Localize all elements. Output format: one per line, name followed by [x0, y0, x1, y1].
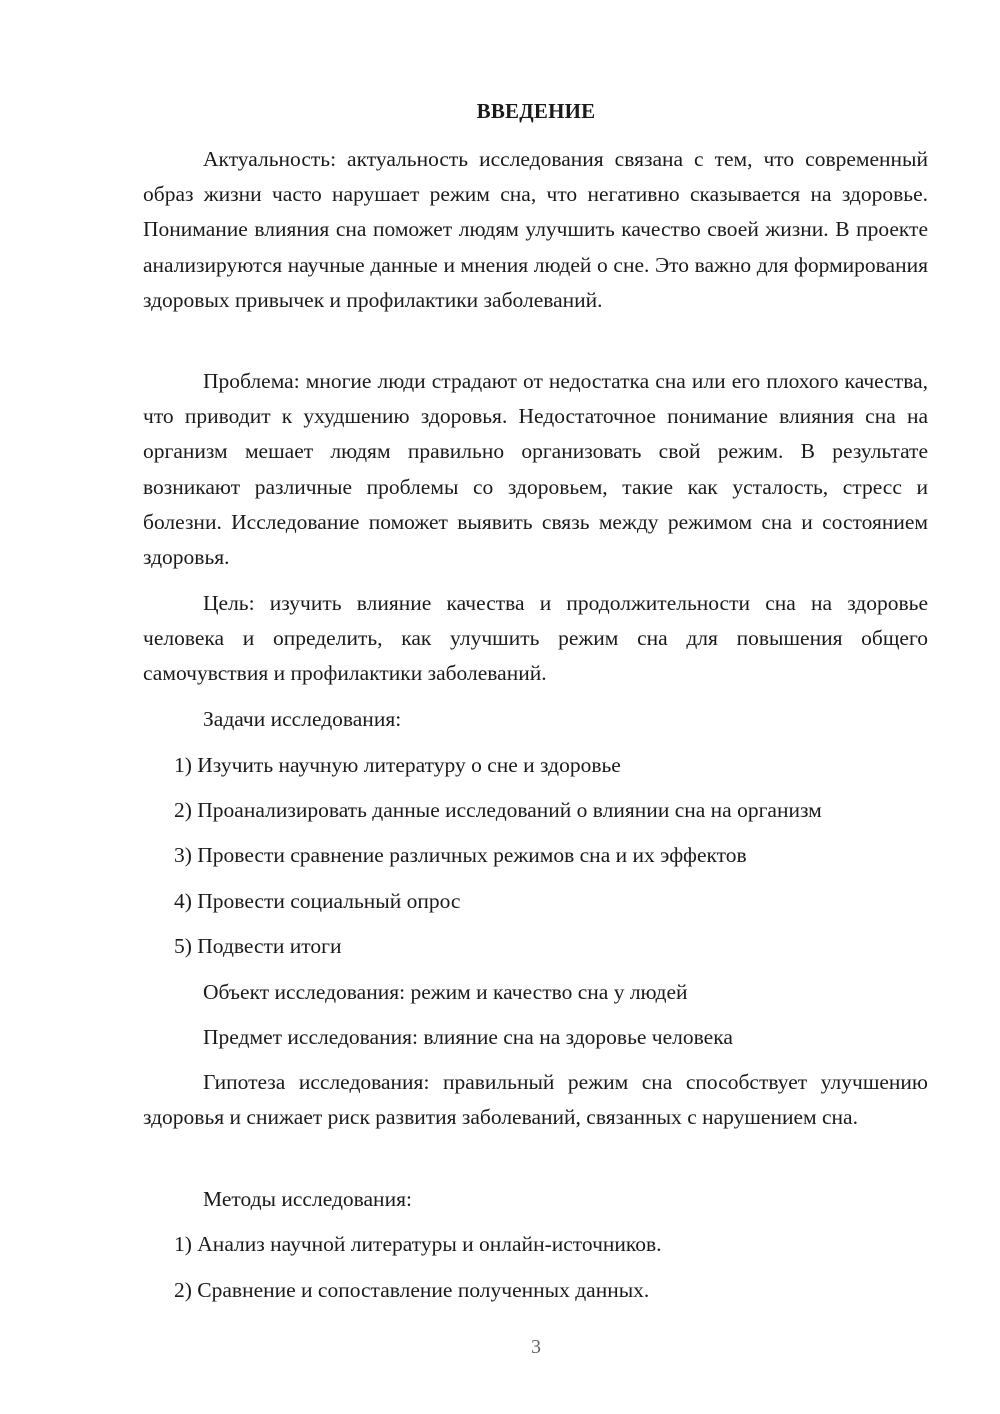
hypothesis-paragraph: Гипотеза исследования: правильный режим сна способствует улучшению здоровья и снижает риск развития заболеваний, связанных с нарушением сна.: [143, 1070, 928, 1130]
research-object: Объект исследования: режим и качество сна у людей: [203, 980, 688, 1004]
task-item: 5) Подвести итоги: [174, 934, 342, 958]
task-item: 2) Проанализировать данные исследований о влиянии сна на организм: [174, 798, 822, 822]
goal-paragraph: Цель: изучить влияние качества и продолжительности сна на здоровье человека и определить, как улучшить режим сна для повышения общего самочувствия и профилактики заболеваний.: [143, 591, 928, 686]
page-number: 3: [531, 1336, 541, 1358]
method-item: 2) Сравнение и сопоставление полученных данных.: [174, 1278, 650, 1302]
tasks-heading: Задачи исследования:: [203, 707, 402, 731]
method-item: 1) Анализ научной литературы и онлайн-источников.: [174, 1232, 662, 1256]
task-item: 3) Провести сравнение различных режимов сна и их эффектов: [174, 843, 747, 867]
methods-heading: Методы исследования:: [203, 1187, 412, 1211]
page-title: ВВЕДЕНИЕ: [476, 99, 596, 123]
relevance-paragraph: Актуальность: актуальность исследования связана с тем, что современный образ жизни часто нарушает режим сна, что негативно сказывается на здоровье. Понимание влияния сна поможет людям улучшить качество своей жизни. В проекте анализируются научные данные и мнения людей о сне. Это важно для формирования здоровых привычек и профилактики заболеваний.: [143, 147, 928, 312]
problem-paragraph: Проблема: многие люди страдают от недостатка сна или его плохого качества, что приводит к ухудшению здоровья. Недостаточное понимание влияния сна на организм мешает людям правильно организовать свой режим. В результате возникают различные проблемы со здоровьем, такие как усталость, стресс и болезни. Исследование поможет выявить связь между режимом сна и состоянием здоровья.: [143, 369, 928, 570]
task-item: 1) Изучить научную литературу о сне и здоровье: [174, 753, 621, 777]
research-subject: Предмет исследования: влияние сна на здоровье человека: [203, 1025, 733, 1049]
task-item: 4) Провести социальный опрос: [174, 889, 461, 913]
